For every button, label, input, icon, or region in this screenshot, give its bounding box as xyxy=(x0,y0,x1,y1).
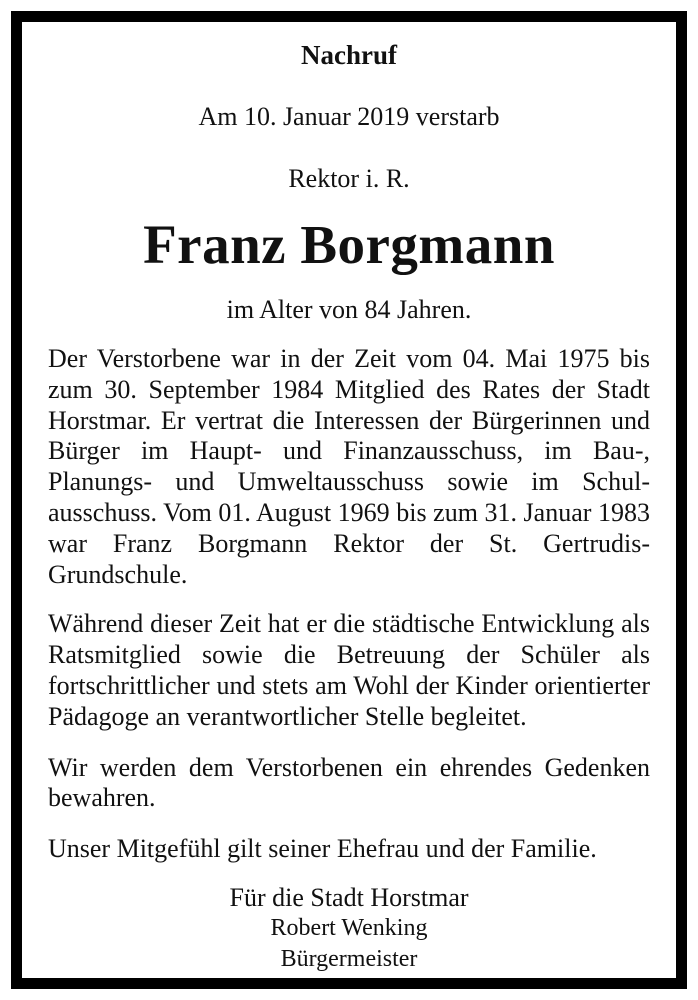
heading: Nachruf xyxy=(301,40,397,70)
paragraph-remembrance: Wir werden dem Verstorbenen ein ehrendes Gedenken bewahren. xyxy=(48,752,650,813)
paragraph-condolence: Unser Mitgefühl gilt seiner Ehefrau und der Familie. xyxy=(48,834,597,864)
age-line: im Alter von 84 Jahren. xyxy=(226,295,472,324)
signer-name: Robert Wenking xyxy=(270,914,428,941)
paragraph-legacy: Während dieser Zeit hat er die städtische Entwicklung als Ratsmitglied sowie die Betreuung der Schüler als fortschrittlicher und stets am Wohl der Kinder orientierter Pädagoge an verantwortlicher Stelle begleitet. xyxy=(48,609,650,731)
obituary-frame xyxy=(11,11,687,989)
deceased-name: Franz Borgmann xyxy=(143,214,555,275)
paragraph-career: Der Verstorbene war in der Zeit vom 04. Mai 1975 bis zum 30. September 1984 Mitglied des Rates der Stadt Horstmar. Er vertrat die Interessen der Bürgerinnen und Bürger im Haupt- und Finanzausschuss, im Bau-, Planungs- und Umweltausschuss sowie im Schulausschuss. Vom 01. August 1969 bis zum 31. Januar 1983 war Franz Borgmann Rektor der St. Gertrudis-Grundschule. xyxy=(48,344,650,589)
title-line: Rektor i. R. xyxy=(288,164,410,193)
signature-block xyxy=(48,882,650,975)
date-line: Am 10. Januar 2019 verstarb xyxy=(198,102,500,131)
signer-role: Bürgermeister xyxy=(280,945,418,972)
obituary-content xyxy=(48,38,650,975)
signature-for-line: Für die Stadt Horstmar xyxy=(229,882,469,912)
